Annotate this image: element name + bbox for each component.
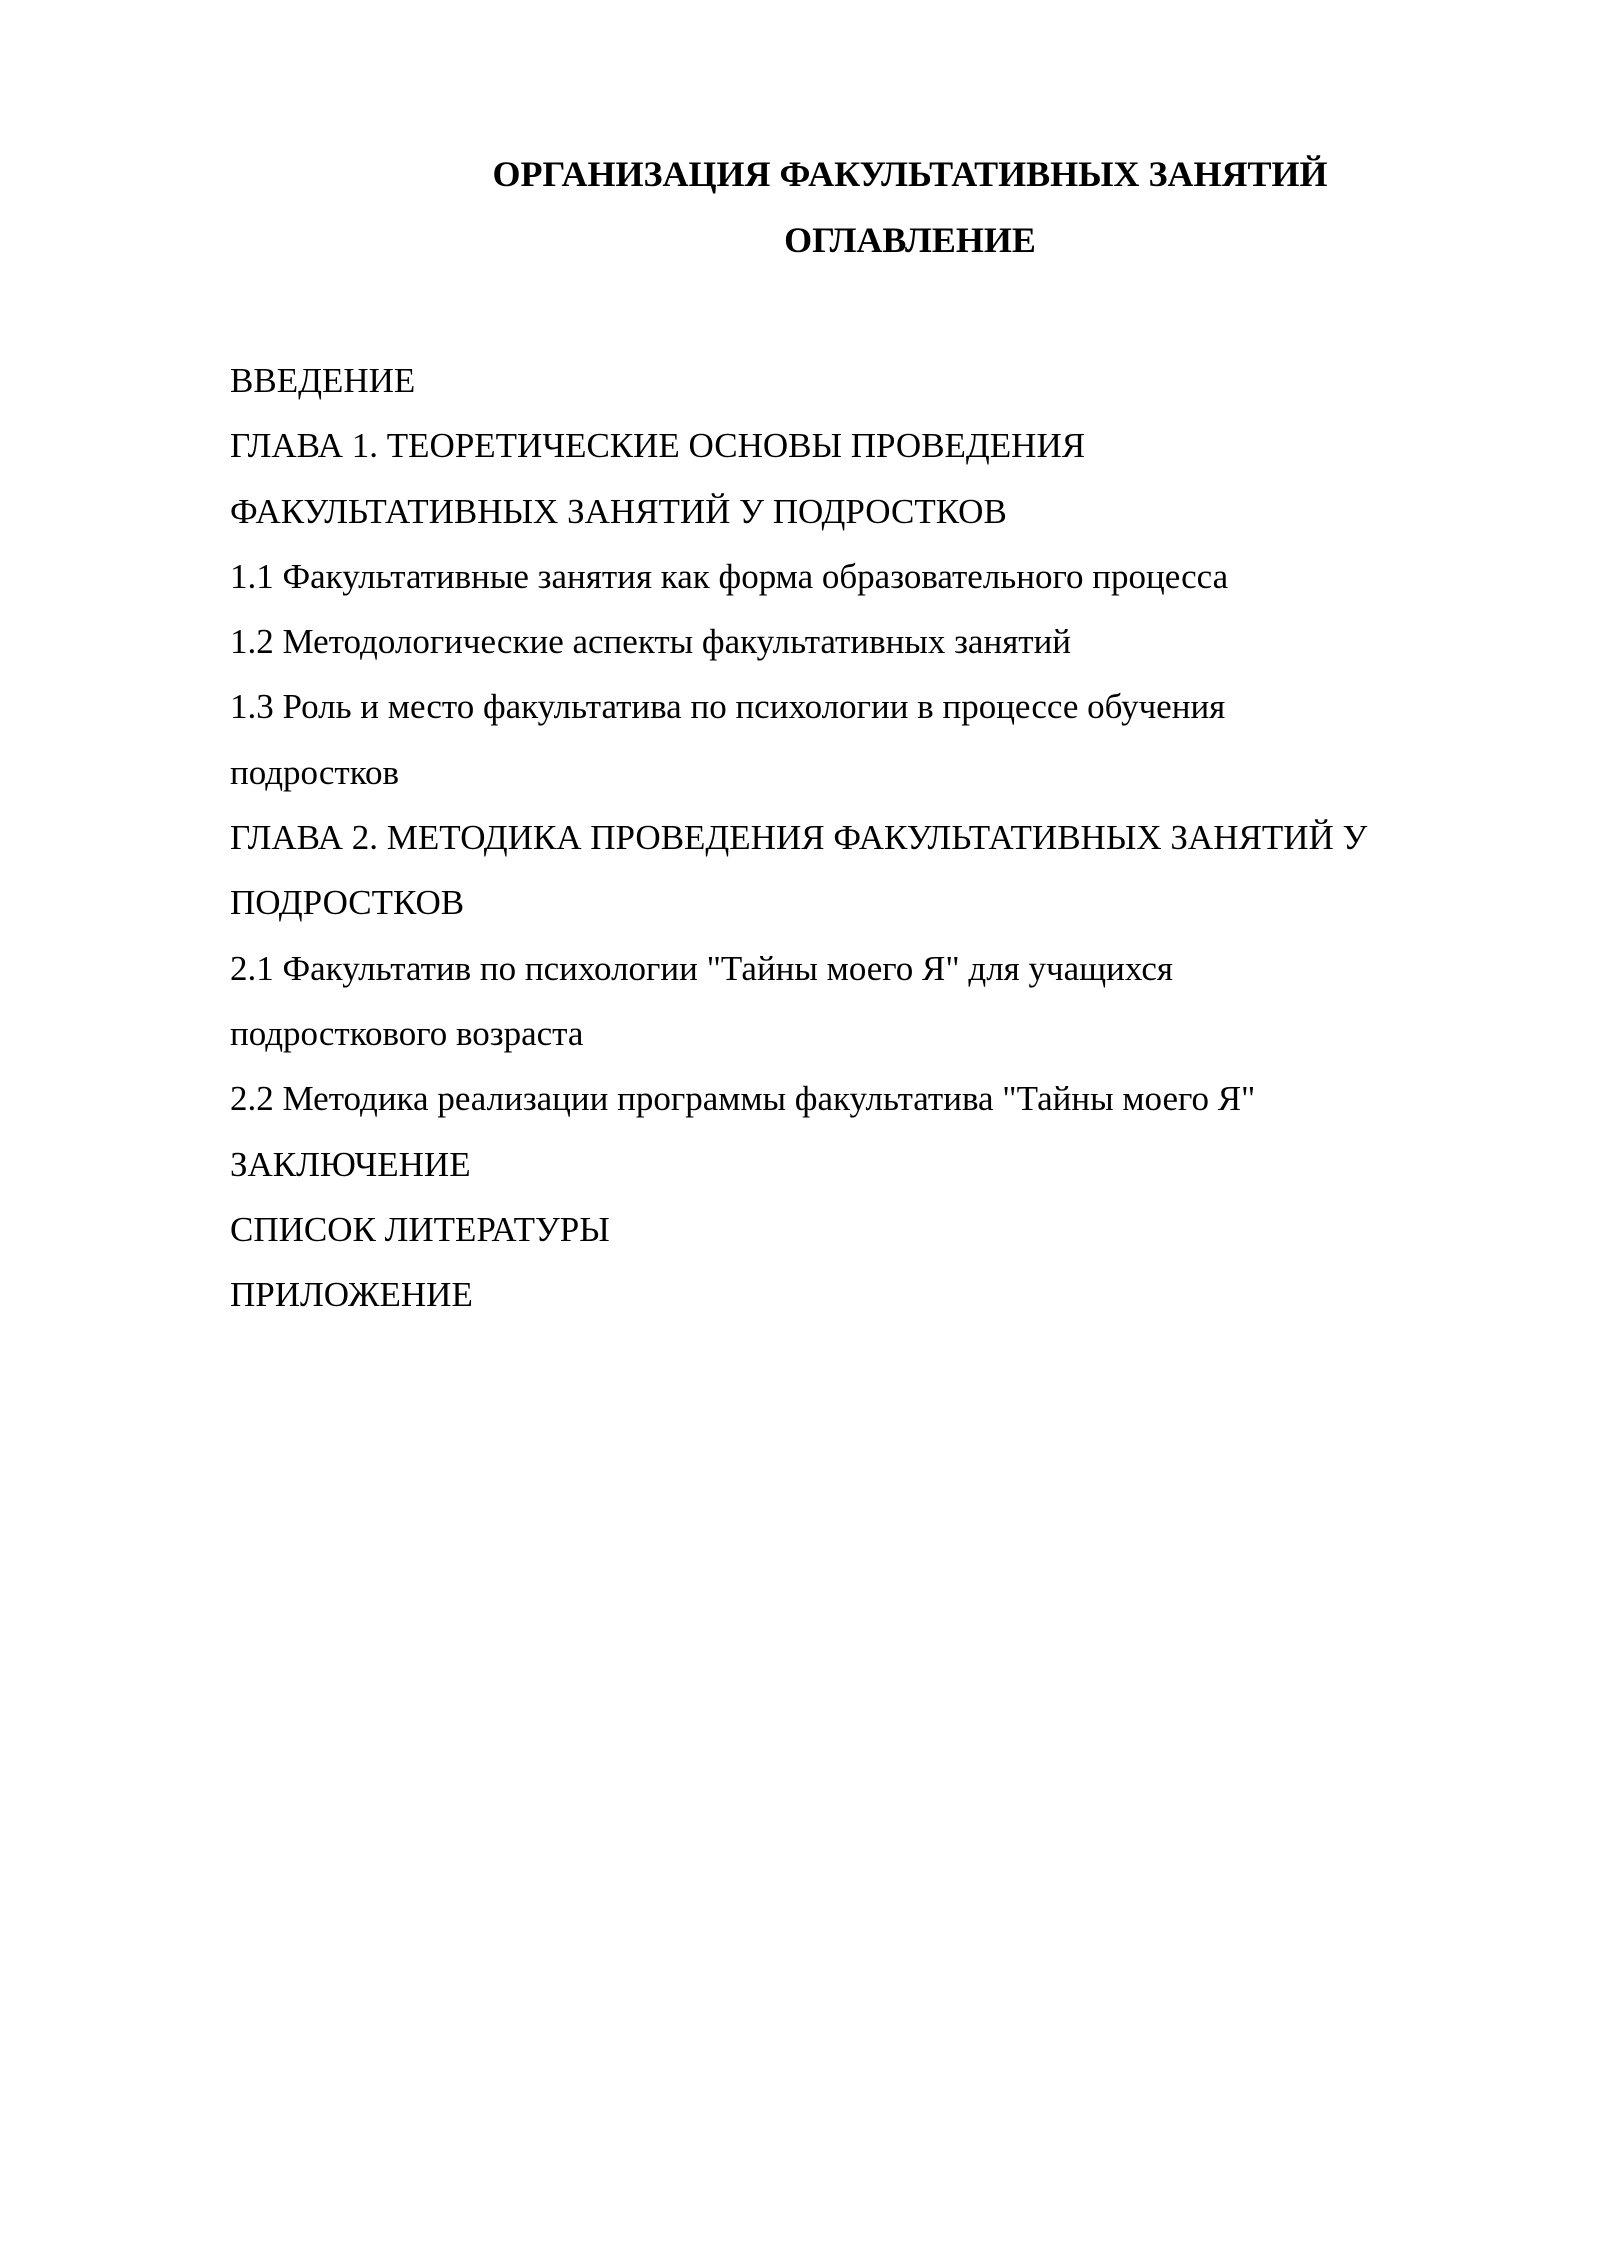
toc-line: ЗАКЛЮЧЕНИЕ — [230, 1144, 471, 1184]
toc-line: подросткового возраста — [230, 1013, 584, 1053]
table-of-contents — [230, 348, 1530, 1327]
toc-line: ВВЕДЕНИЕ — [230, 361, 416, 400]
toc-heading: ОГЛАВЛЕНИЕ — [784, 220, 1036, 260]
toc-line: ГЛАВА 2. МЕТОДИКА ПРОВЕДЕНИЯ ФАКУЛЬТАТИВНЫХ ЗАНЯТИЙ У — [230, 818, 1368, 858]
toc-line: 1.1 Факультативные занятия как форма образовательного процесса — [230, 556, 1229, 596]
toc-line: СПИСОК ЛИТЕРАТУРЫ — [230, 1209, 610, 1249]
toc-line: подростков — [230, 752, 399, 792]
toc-line: 1.2 Методологические аспекты факультативных занятий — [230, 622, 1072, 662]
toc-line: 1.3 Роль и место факультатива по психологии в процессе обучения — [230, 687, 1226, 727]
document-title: ОРГАНИЗАЦИЯ ФАКУЛЬТАТИВНЫХ ЗАНЯТИЙ — [492, 154, 1328, 194]
toc-line: ФАКУЛЬТАТИВНЫХ ЗАНЯТИЙ У ПОДРОСТКОВ — [230, 491, 1007, 531]
toc-line: ПРИЛОЖЕНИЕ — [230, 1275, 473, 1315]
toc-line: ГЛАВА 1. ТЕОРЕТИЧЕСКИЕ ОСНОВЫ ПРОВЕДЕНИЯ — [230, 426, 1086, 466]
toc-line: ПОДРОСТКОВ — [230, 883, 465, 923]
toc-line: 2.2 Методика реализации программы факультатива "Тайны моего Я" — [230, 1079, 1256, 1119]
toc-line: 2.1 Факультатив по психологии "Тайны моего Я" для учащихся — [230, 948, 1173, 988]
